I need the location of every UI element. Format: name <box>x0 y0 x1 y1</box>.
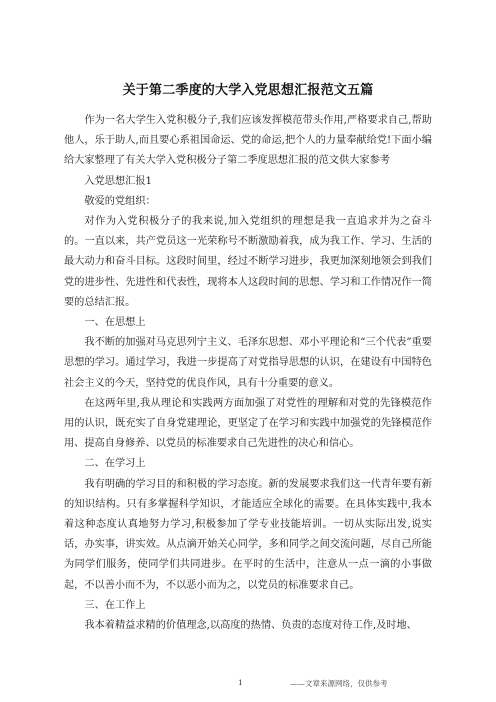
body-paragraph: 在这两年里,我从理论和实践两方面加强了对党性的理解和对党的先锋模范作用的认识，既充实了自身党建理论，更坚定了在学习和实践中加强党的先锋模范作用、提高自身修养、以党员的标准要求自己先进性的决心和信心。 <box>64 397 432 450</box>
section-heading-thought: 一、在思想上 <box>84 317 146 329</box>
document-title: 关于第二季度的大学入党思想汇报范文五篇 <box>122 83 374 98</box>
body-paragraph: 我本着精益求精的价值理念,以高度的热情、负责的态度对待工作,及时地、 <box>84 620 417 632</box>
body-paragraph: 我不断的加强对马克思列宁主义、毛泽东思想、邓小平理论和“三个代表”重要思想的学习。通过学习，我进一步提高了对党指导思想的认识，在建设有中国特色社会主义的今天，坚持党的优良作风，具有十分重要的意义。 <box>64 337 432 389</box>
section-heading-study: 二、在学习上 <box>84 458 146 470</box>
section-heading-work: 三、在工作上 <box>84 599 146 611</box>
page-number: 1 <box>238 678 243 687</box>
body-paragraph: 我有明确的学习目的和积极的学习态度。新的发展要求我们这一代青年要有新的知识结构。只有多掌握科学知识，才能适应全球化的需要。在具体实践中,我本着这种态度认真地努力学习,积极参加了学专业技能培训。一切从实际出发,说实话，办实事，讲实效。从点滴开始关心同学，多和同学之间交流问题，尽自己所能为同学们服务，使同学们共同进步。在平时的生活中，注意从一点一滴的小事做起，不以善小而不为，不以恶小而为之，以党员的标准要求自己。 <box>64 478 432 591</box>
report-heading: 入党思想汇报1 <box>84 175 152 187</box>
salutation: 敬爱的党组织： <box>84 195 156 207</box>
document-body <box>64 111 432 636</box>
body-paragraph: 对作为入党积极分子的我来说,加入党组织的理想是我一直追求并为之奋斗的。一直以来，共产党员这一光荣称号不断激励着我，成为我工作、学习、生活的最大动力和奋斗目标。这段时间里，经过不断学习进步，我更加深刻地领会到我们党的进步性、先进性和代表性，现将本人这段时间的思想、学习和工作情况作一简要的总结汇报。 <box>64 216 432 308</box>
source-note: ——文章来源网络，仅供参考 <box>290 679 388 688</box>
intro-paragraph: 作为一名大学生入党积极分子,我们应该发挥模范带头作用,严格要求自己,帮助他人，乐于助人,而且要心系祖国命运、党的命运,把个人的力量奉献给党!下面小编给大家整理了有关大学入党积极分子第二季度思想汇报的范文供大家参考 <box>64 115 432 167</box>
